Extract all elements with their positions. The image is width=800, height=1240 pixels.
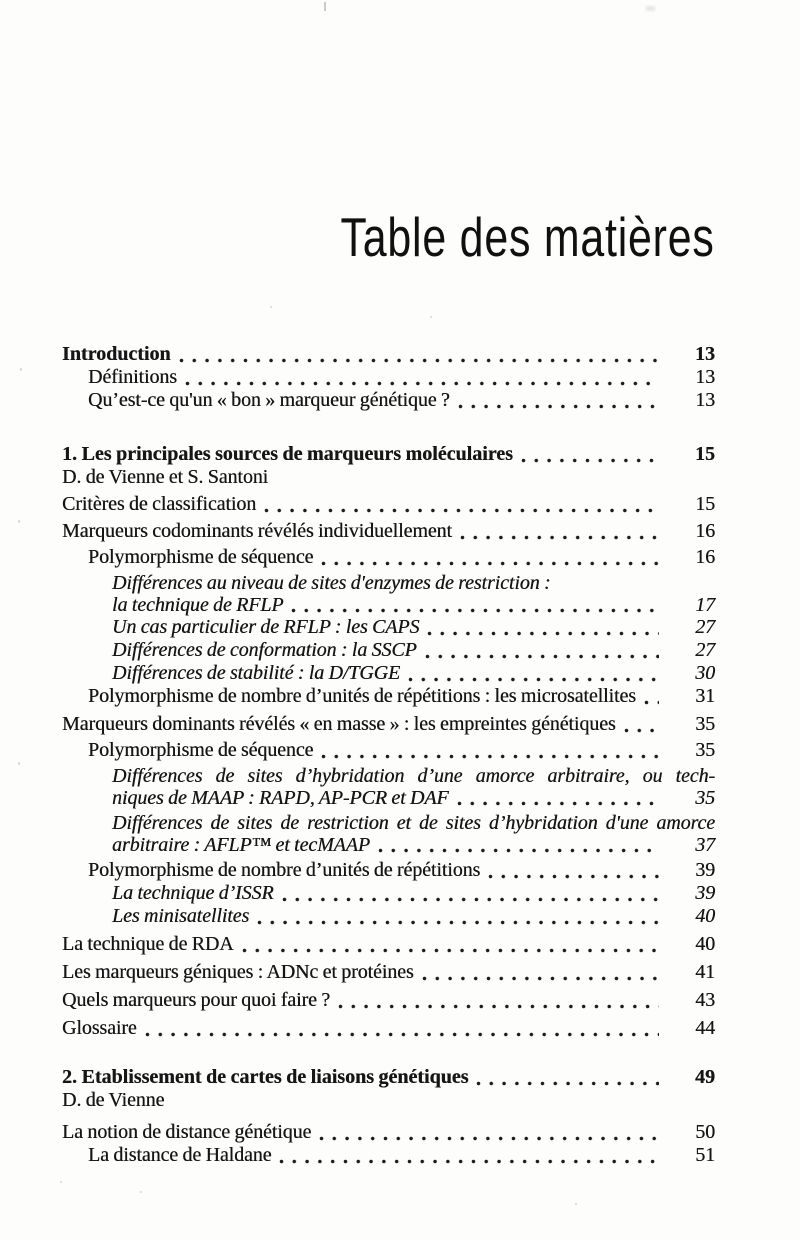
entry-text: La technique d’ISSR xyxy=(112,882,274,904)
page-number: 40 xyxy=(695,905,715,927)
page-number: 44 xyxy=(695,1017,715,1039)
toc-entry xyxy=(62,343,715,366)
entry-text: Introduction xyxy=(62,343,171,365)
page-number: 16 xyxy=(695,546,715,568)
scan-artifact xyxy=(140,1191,142,1193)
entry-text: Différences de stabilité : la D/TGGE xyxy=(112,662,401,684)
toc-entry xyxy=(62,493,715,516)
entry-text: La distance de Haldane xyxy=(88,1144,272,1166)
toc-entry xyxy=(62,443,715,466)
entry-text: Un cas particulier de RFLP : les CAPS xyxy=(112,616,420,638)
toc-entry xyxy=(62,389,715,412)
dot-leader xyxy=(183,366,659,389)
toc-entry xyxy=(62,662,715,685)
dot-leader xyxy=(425,616,659,639)
entry-text: Glossaire xyxy=(62,1017,137,1039)
entry-text: Marqueurs codominants révélés individuellement xyxy=(62,520,452,542)
entry-text: niques de MAAP : RAPD, AP-PCR et DAF xyxy=(112,787,449,809)
dot-leader xyxy=(622,713,659,736)
page-number: 40 xyxy=(695,933,715,955)
page-number: 31 xyxy=(695,685,715,707)
scan-artifact xyxy=(20,368,22,371)
dot-leader xyxy=(376,834,659,856)
entry-text: D. de Vienne xyxy=(62,1089,165,1111)
toc-entry xyxy=(62,520,715,543)
page-number: 15 xyxy=(695,443,715,465)
toc-list xyxy=(62,343,715,1167)
page-number: 39 xyxy=(695,859,715,881)
entry-text: Critères de classification xyxy=(62,493,257,515)
dot-leader xyxy=(456,389,659,412)
toc-entry-multiline xyxy=(62,572,715,616)
page-number: 27 xyxy=(695,616,715,638)
page-number: 50 xyxy=(695,1121,715,1143)
page-number: 13 xyxy=(695,389,715,411)
toc-entry xyxy=(62,905,715,928)
dot-leader xyxy=(406,662,659,685)
entry-line2-row xyxy=(112,787,715,809)
entry-text: Marqueurs dominants révélés « en masse » : les empreintes génétiques xyxy=(62,713,616,735)
toc-entry xyxy=(62,713,715,736)
dot-leader xyxy=(474,1066,659,1089)
entry-text: D. de Vienne et S. Santoni xyxy=(62,466,269,488)
toc-entry xyxy=(62,639,715,662)
toc-entry xyxy=(62,859,715,882)
entry-text: Polymorphisme de nombre d’unités de répétitions : les microsatellites xyxy=(88,685,636,707)
toc-entry-multiline xyxy=(62,812,715,856)
toc-entry xyxy=(62,1121,715,1144)
page-number: 35 xyxy=(695,787,715,809)
dot-leader xyxy=(455,787,659,809)
page-number: 15 xyxy=(695,493,715,515)
page-title: Table des matières xyxy=(340,206,715,268)
dot-leader xyxy=(262,493,659,516)
toc-entry-multiline xyxy=(62,765,715,809)
entry-text: la technique de RFLP xyxy=(112,594,284,616)
scan-artifact xyxy=(60,1181,62,1183)
dot-leader xyxy=(177,343,659,366)
scan-artifact xyxy=(324,2,326,11)
dot-leader xyxy=(458,520,659,543)
entry-text: Polymorphisme de nombre d’unités de répétitions xyxy=(88,859,481,881)
dot-leader xyxy=(519,443,659,466)
dot-leader xyxy=(336,989,659,1012)
entry-text: Qu’est-ce qu'un « bon » marqueur génétique ? xyxy=(88,389,450,411)
toc-entry xyxy=(62,989,715,1012)
toc-entry xyxy=(62,739,715,762)
page-number: 17 xyxy=(695,594,715,616)
page-number: 30 xyxy=(695,662,715,684)
page-number: 39 xyxy=(695,882,715,904)
dot-leader xyxy=(277,1144,659,1167)
dot-leader xyxy=(642,685,659,708)
dot-leader xyxy=(289,594,659,616)
entry-text: Différences de conformation : la SSCP xyxy=(112,639,417,661)
scan-artifact xyxy=(18,520,20,523)
toc-entry xyxy=(62,366,715,389)
toc-entry xyxy=(62,546,715,569)
dot-leader xyxy=(280,882,659,905)
dot-leader xyxy=(423,639,659,662)
entry-text: Les minisatellites xyxy=(112,905,250,927)
toc-entry xyxy=(62,1017,715,1040)
toc-entry xyxy=(62,933,715,956)
scan-artifact xyxy=(646,6,655,11)
toc-entry xyxy=(62,1144,715,1167)
entry-text: La notion de distance génétique xyxy=(62,1121,312,1143)
entry-text-line1: Différences de sites de restriction et de sites d’hybridation d'une amorce xyxy=(112,812,715,834)
entry-text: arbitraire : AFLP™ et tecMAAP xyxy=(112,834,370,856)
dot-leader xyxy=(143,1017,659,1040)
page-number: 37 xyxy=(695,834,715,856)
page-number: 43 xyxy=(695,989,715,1011)
dot-leader xyxy=(420,961,659,984)
scan-artifact xyxy=(575,1203,577,1205)
toc-entry xyxy=(62,1066,715,1089)
page-number: 13 xyxy=(695,343,715,365)
page-number: 49 xyxy=(695,1066,715,1088)
page-number: 35 xyxy=(695,739,715,761)
entry-line2-row xyxy=(112,834,715,856)
page-number: 51 xyxy=(695,1144,715,1166)
page-number: 13 xyxy=(695,366,715,388)
entry-text: Définitions xyxy=(88,366,177,388)
scan-artifact xyxy=(430,316,432,318)
page-number: 41 xyxy=(695,961,715,983)
page-number: 35 xyxy=(695,713,715,735)
toc-entry xyxy=(62,961,715,984)
toc-author-line xyxy=(62,466,715,489)
dot-leader xyxy=(319,739,659,762)
entry-text: Polymorphisme de séquence xyxy=(88,546,314,568)
page-number: 27 xyxy=(695,639,715,661)
toc-entry xyxy=(62,616,715,639)
entry-text: 1. Les principales sources de marqueurs moléculaires xyxy=(62,443,513,465)
dot-leader xyxy=(319,546,659,569)
entry-text-line1: Différences de sites d’hybridation d’une amorce arbitraire, ou tech- xyxy=(112,765,715,787)
entry-line2-row xyxy=(112,594,715,616)
dot-leader xyxy=(486,859,659,882)
entry-text: Polymorphisme de séquence xyxy=(88,739,314,761)
toc-entry xyxy=(62,882,715,905)
page-number: 16 xyxy=(695,520,715,542)
toc-entry xyxy=(62,685,715,708)
toc-author-line xyxy=(62,1089,715,1112)
scan-artifact xyxy=(18,762,20,765)
entry-text: La technique de RDA xyxy=(62,933,234,955)
entry-text-line1: Différences au niveau de sites d'enzymes de restriction : xyxy=(112,572,551,594)
dot-leader xyxy=(240,933,659,956)
entry-text: Quels marqueurs pour quoi faire ? xyxy=(62,989,330,1011)
scan-artifact xyxy=(270,306,272,308)
entry-text: 2. Etablissement de cartes de liaisons génétiques xyxy=(62,1066,469,1088)
dot-leader xyxy=(317,1121,659,1144)
dot-leader xyxy=(255,905,659,928)
entry-text: Les marqueurs géniques : ADNc et protéines xyxy=(62,961,414,983)
